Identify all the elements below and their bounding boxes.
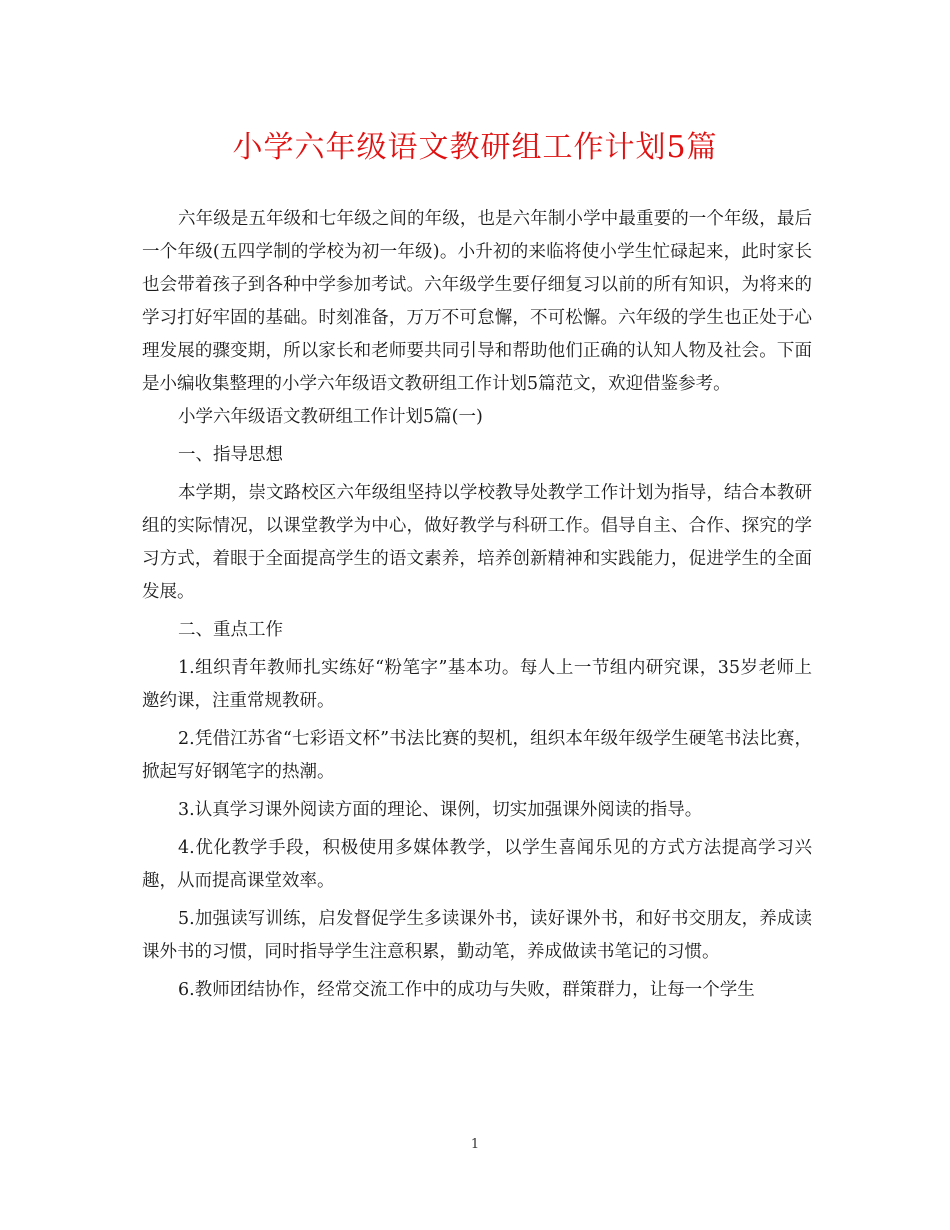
intro-paragraph: 六年级是五年级和七年级之间的年级，也是六年制小学中最重要的一个年级，最后一个年级(五四学制的学校为初一年级)。小升初的来临将使小学生忙碌起来，此时家长也会带着孩子到各种中学参加考试。六年级学生要仔细复习以前的所有知识，为将来的学习打好牢固的基础。时刻准备，万万不可怠懈，不可松懈。六年级的学生也正处于心理发展的骤变期，所以家长和老师要共同引导和帮助他们正确的认知人物及社会。下面是小编收集整理的小学六年级语文教研组工作计划5篇范文，欢迎借鉴参考。 <box>142 209 812 394</box>
key-work-item-6: 6.教师团结协作，经常交流工作中的成功与失败，群策群力，让每一个学生 <box>178 980 755 1000</box>
key-work-item-1: 1.组织青年教师扎实练好“粉笔字”基本功。每人上一节组内研究课，35岁老师上邀约课，注重常规教研。 <box>142 658 812 711</box>
page-number: 1 <box>470 1137 480 1152</box>
key-work-item-4: 4.优化教学手段，积极使用多媒体教学，以学生喜闻乐见的方式方法提高学习兴趣，从而提高课堂效率。 <box>142 838 812 891</box>
heading-guiding-thought: 一、指导思想 <box>178 445 283 465</box>
document-title: 小学六年级语文教研组工作计划5篇 <box>232 130 718 165</box>
document-body <box>142 203 812 1007</box>
key-work-item-2: 2.凭借江苏省“七彩语文杯”书法比赛的契机，组织本年级年级学生硬笔书法比赛，掀起写好钢笔字的热潮。 <box>142 729 812 782</box>
section-heading-plan-one: 小学六年级语文教研组工作计划5篇(一) <box>178 407 483 427</box>
heading-key-work: 二、重点工作 <box>178 620 283 640</box>
guiding-thought-paragraph: 本学期，崇文路校区六年级组坚持以学校教导处教学工作计划为指导，结合本教研组的实际情况，以课堂教学为中心，做好教学与科研工作。倡导自主、合作、探究的学习方式，着眼于全面提高学生的语文素养，培养创新精神和实践能力，促进学生的全面发展。 <box>142 483 812 602</box>
key-work-item-3: 3.认真学习课外阅读方面的理论、课例，切实加强课外阅读的指导。 <box>178 800 703 820</box>
key-work-item-5: 5.加强读写训练，启发督促学生多读课外书，读好课外书，和好书交朋友，养成读课外书的习惯，同时指导学生注意积累，勤动笔，养成做读书笔记的习惯。 <box>142 909 812 962</box>
